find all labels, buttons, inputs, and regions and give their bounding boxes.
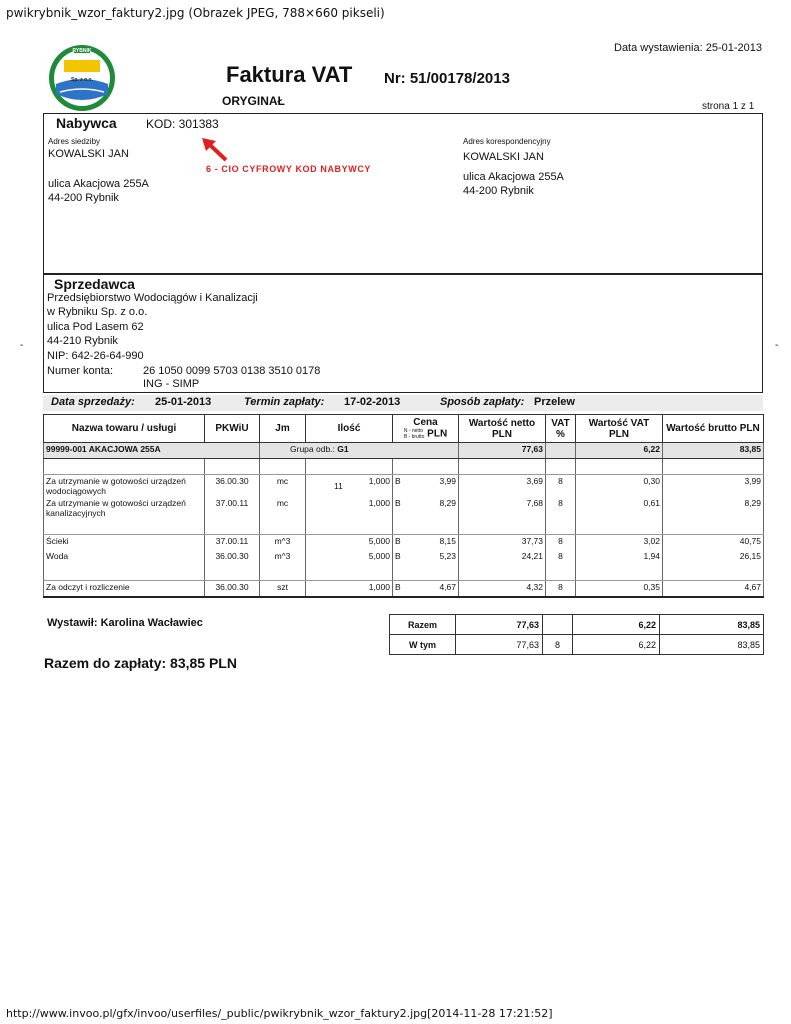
account-label: Numer konta: [47, 365, 114, 377]
summary-breakdown-row [390, 635, 764, 655]
item-mark: 11 [334, 481, 343, 491]
seat-city: 44-200 Rybnik [48, 192, 119, 204]
group-label-cell [260, 443, 459, 459]
summary-breakdown-rate: 8 [543, 635, 573, 655]
correspondence-name: KOWALSKI JAN [463, 151, 544, 163]
group-net: 77,63 [459, 443, 546, 459]
margin-mark-left: - [20, 340, 24, 351]
payment-method-label: Sposób zapłaty: [440, 396, 525, 408]
item-price: 4,67 [439, 582, 456, 592]
group-vat-value: 6,22 [576, 443, 663, 459]
summary-total-row [390, 615, 764, 635]
item-qty: 1,000 [306, 581, 393, 598]
item-vat-value: 0,61 [576, 497, 663, 519]
header-jm: Jm [260, 415, 306, 443]
summary-total-rate [543, 615, 573, 635]
header-price [393, 415, 459, 443]
item-qty: 1,000 [368, 476, 390, 486]
due-date: 17-02-2013 [344, 396, 401, 408]
item-jm: m^3 [260, 550, 306, 565]
table-header-row [44, 415, 764, 443]
seller-title: Sprzedawca [54, 276, 135, 292]
item-net: 24,21 [459, 550, 546, 565]
item-name: Ścieki [44, 535, 205, 551]
issued-by: Wystawił: Karolina Wacławiec [47, 617, 203, 629]
item-qty: 5,000 [306, 550, 393, 565]
item-price: 8,29 [439, 498, 456, 508]
header-vat: VAT % [546, 415, 576, 443]
spacer-row [44, 519, 764, 535]
seller-nip: NIP: 642-26-64-990 [47, 350, 144, 362]
item-gross: 8,29 [663, 497, 764, 519]
item-vat-rate: 8 [546, 475, 576, 498]
item-nb: B [395, 536, 401, 546]
header-name: Nazwa towaru / usługi [44, 415, 205, 443]
item-vat-value: 0,35 [576, 581, 663, 598]
summary-total-net: 77,63 [456, 615, 543, 635]
item-gross: 26,15 [663, 550, 764, 565]
correspondence-street: ulica Akacjowa 255A [463, 171, 564, 183]
buyer-code: KOD: 301383 [146, 117, 219, 131]
table-row [44, 497, 764, 519]
group-name: 99999-001 AKACJOWA 255A [44, 443, 260, 459]
correspondence-city: 44-200 Rybnik [463, 185, 534, 197]
item-gross: 4,67 [663, 581, 764, 598]
group-label: Grupa odb.: [290, 444, 335, 454]
summary-table [389, 614, 764, 655]
parties-divider [43, 273, 763, 275]
item-jm: szt [260, 581, 306, 598]
item-price-cell [393, 550, 459, 565]
table-row [44, 550, 764, 565]
item-vat-value: 3,02 [576, 535, 663, 551]
item-vat-rate: 8 [546, 581, 576, 598]
item-price-cell [393, 581, 459, 598]
seller-line-2: w Rybniku Sp. z o.o. [47, 306, 148, 318]
group-vat-rate [546, 443, 576, 459]
item-nb: B [395, 498, 401, 508]
seller-line-3: ulica Pod Lasem 62 [47, 321, 144, 333]
item-vat-rate: 8 [546, 535, 576, 551]
header-price-notes [404, 428, 425, 440]
summary-breakdown-vat: 6,22 [573, 635, 660, 655]
red-arrow-icon [200, 136, 230, 162]
browser-title: pwikrybnik_wzor_faktury2.jpg (Obrazek JPEG, 788×660 pikseli) [6, 6, 385, 20]
item-name: Za utrzymanie w gotowości urządzeń wodociągowych [44, 475, 205, 498]
parties-box [43, 113, 763, 393]
item-nb: B [395, 582, 401, 592]
item-net: 3,69 [459, 475, 546, 498]
seller-line-4: 44-210 Rybnik [47, 335, 118, 347]
item-net: 37,73 [459, 535, 546, 551]
header-qty: Ilość [306, 415, 393, 443]
item-jm: mc [260, 475, 306, 498]
margin-mark-right: - [775, 340, 779, 351]
item-net: 4,32 [459, 581, 546, 598]
item-vat-value: 1,94 [576, 550, 663, 565]
table-row [44, 535, 764, 551]
item-pkwiu: 36.00.30 [205, 475, 260, 498]
spacer-row [44, 565, 764, 581]
group-code: G1 [337, 444, 349, 454]
original-label: ORYGINAŁ [222, 94, 285, 108]
sale-date-label: Data sprzedaży: [51, 396, 135, 408]
item-name: Za utrzymanie w gotowości urządzeń kanalizacyjnych [44, 497, 205, 519]
seller-line-1: Przedsiębiorstwo Wodociągów i Kanalizacji [47, 292, 258, 304]
invoice-number: Nr: 51/00178/2013 [384, 70, 510, 87]
item-pkwiu: 37.00.11 [205, 497, 260, 519]
spacer-row [44, 459, 764, 475]
price-note-gross: B - brutto [403, 434, 425, 440]
buyer-code-annotation: 6 - CIO CYFROWY KOD NABYWCY [206, 164, 372, 174]
summary-total-vat: 6,22 [573, 615, 660, 635]
item-vat-rate: 8 [546, 550, 576, 565]
item-gross: 3,99 [663, 475, 764, 498]
account-number: 26 1050 0099 5703 0138 3510 0178 [143, 365, 321, 377]
item-qty: 5,000 [306, 535, 393, 551]
correspondence-address-label: Adres korespondencyjny [463, 137, 551, 146]
issue-date: Data wystawienia: 25-01-2013 [614, 42, 762, 54]
invoice-title: Faktura VAT [226, 62, 353, 87]
group-row [44, 443, 764, 459]
item-price: 3,99 [439, 476, 456, 486]
item-jm: mc [260, 497, 306, 519]
header-pkwiu: PKWiU [205, 415, 260, 443]
summary-breakdown-gross: 83,85 [660, 635, 764, 655]
item-qty: 1,000 [306, 497, 393, 519]
buyer-title: Nabywca [56, 115, 117, 131]
item-pkwiu: 36.00.30 [205, 550, 260, 565]
item-price-cell [393, 535, 459, 551]
seat-address-label: Adres siedziby [48, 137, 101, 146]
item-price: 8,15 [439, 536, 456, 546]
item-price: 5,23 [439, 551, 456, 561]
summary-breakdown-net: 77,63 [456, 635, 543, 655]
item-nb: B [395, 476, 401, 486]
header-gross: Wartość brutto PLN [663, 415, 764, 443]
item-price-cell [393, 497, 459, 519]
price-note-net: N - netto [403, 428, 423, 434]
logo-top-text: RYBNIK [72, 48, 92, 54]
item-jm: m^3 [260, 535, 306, 551]
seat-street: ulica Akacjowa 255A [48, 178, 149, 190]
header-vat-value: Wartość VAT PLN [576, 415, 663, 443]
summary-total-label: Razem [390, 615, 456, 635]
header-price-unit: PLN [427, 428, 448, 440]
total-to-pay: Razem do zapłaty: 83,85 PLN [44, 655, 237, 671]
seat-name: KOWALSKI JAN [48, 148, 129, 160]
table-row [44, 475, 764, 498]
item-qty-cell [306, 475, 393, 498]
item-pkwiu: 37.00.11 [205, 535, 260, 551]
header-price-label: Cena [413, 417, 438, 428]
sale-date: 25-01-2013 [155, 396, 212, 408]
company-logo [48, 44, 116, 112]
item-gross: 40,75 [663, 535, 764, 551]
footer-url: http://www.invoo.pl/gfx/invoo/userfiles/_public/pwikrybnik_wzor_faktury2.jpg[2014-11-28 17:21:52] [6, 1007, 553, 1020]
item-vat-value: 0,30 [576, 475, 663, 498]
logo-mid-text: Sp. z o.o. [71, 77, 93, 83]
item-vat-rate: 8 [546, 497, 576, 519]
payment-method: Przelew [534, 396, 575, 408]
item-nb: B [395, 551, 401, 561]
due-date-label: Termin zapłaty: [244, 396, 325, 408]
table-row [44, 581, 764, 598]
summary-total-gross: 83,85 [660, 615, 764, 635]
header-net: Wartość netto PLN [459, 415, 546, 443]
item-pkwiu: 36.00.30 [205, 581, 260, 598]
item-name: Za odczyt i rozliczenie [44, 581, 205, 598]
items-table [43, 414, 764, 598]
item-price-cell [393, 475, 459, 498]
bank-name: ING - SIMP [143, 378, 200, 390]
item-net: 7,68 [459, 497, 546, 519]
group-gross: 83,85 [663, 443, 764, 459]
payment-info-bar [43, 395, 763, 411]
page-indicator: strona 1 z 1 [702, 101, 755, 112]
summary-breakdown-label: W tym [390, 635, 456, 655]
item-name: Woda [44, 550, 205, 565]
